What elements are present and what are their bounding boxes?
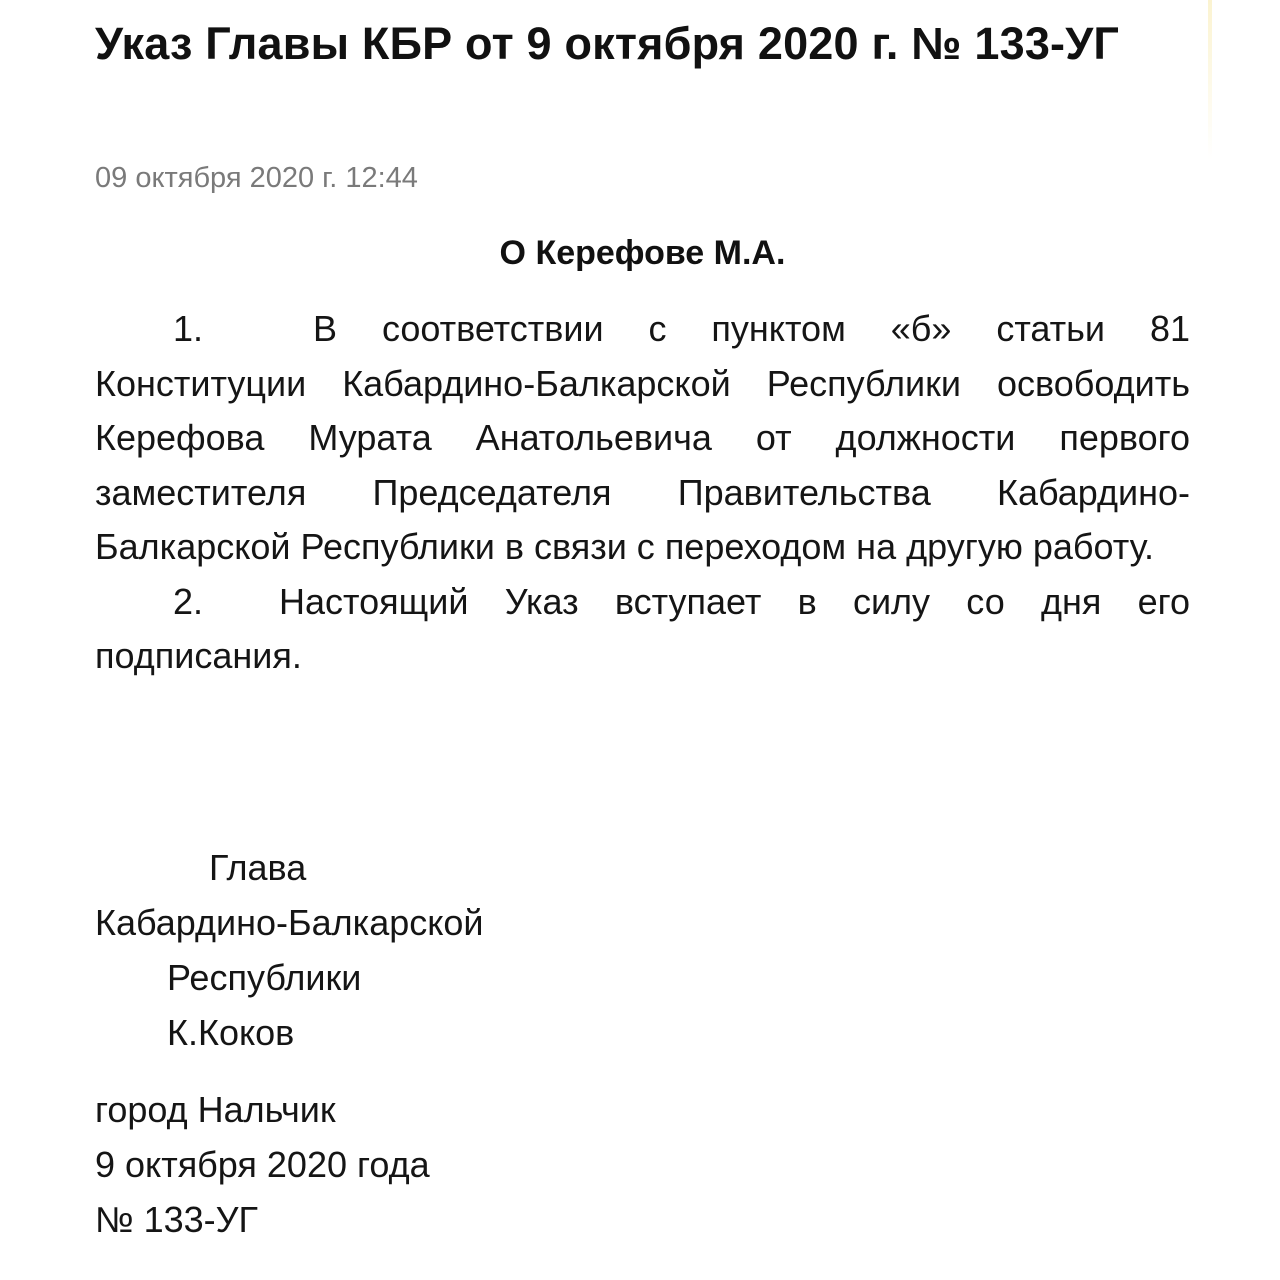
decree-city: город Нальчик bbox=[95, 1089, 336, 1130]
page-edge-strip bbox=[1208, 0, 1212, 160]
decree-footer bbox=[95, 1082, 430, 1247]
signatory-name: К.Коков bbox=[167, 1012, 295, 1053]
paragraph-number: 1. bbox=[173, 308, 204, 349]
decree-paragraph-1 bbox=[95, 302, 1190, 575]
decree-date: 9 октября 2020 года bbox=[95, 1144, 430, 1185]
paragraph-number: 2. bbox=[173, 580, 204, 622]
signature-region-cont: Республики bbox=[167, 957, 362, 998]
decree-body bbox=[95, 302, 1190, 684]
document-page bbox=[95, 0, 1190, 1280]
publication-timestamp: 09 октября 2020 г. 12:44 bbox=[95, 162, 418, 194]
signature-position: Глава bbox=[209, 847, 307, 888]
signature-block bbox=[95, 840, 484, 1060]
signature-region: Кабардино-Балкарской bbox=[95, 902, 484, 943]
document-title: Указ Главы КБР от 9 октября 2020 г. № 133-УГ bbox=[95, 18, 1120, 69]
decree-number: № 133-УГ bbox=[95, 1199, 259, 1240]
decree-heading: О Керефове М.А. bbox=[499, 234, 786, 272]
decree-paragraph-2 bbox=[95, 575, 1190, 684]
paragraph-text: В соответствии с пунктом «б» статьи 81 Конституции Кабардино-Балкарской Республики освободить Керефова Мурата Анатольевича от должности первого заместителя Председателя Правительства Кабардино-Балкарской Республики в связи с переходом на другую работу. bbox=[95, 308, 1190, 567]
paragraph-text: Настоящий Указ вступает в силу со дня его подписания. bbox=[95, 580, 1190, 676]
